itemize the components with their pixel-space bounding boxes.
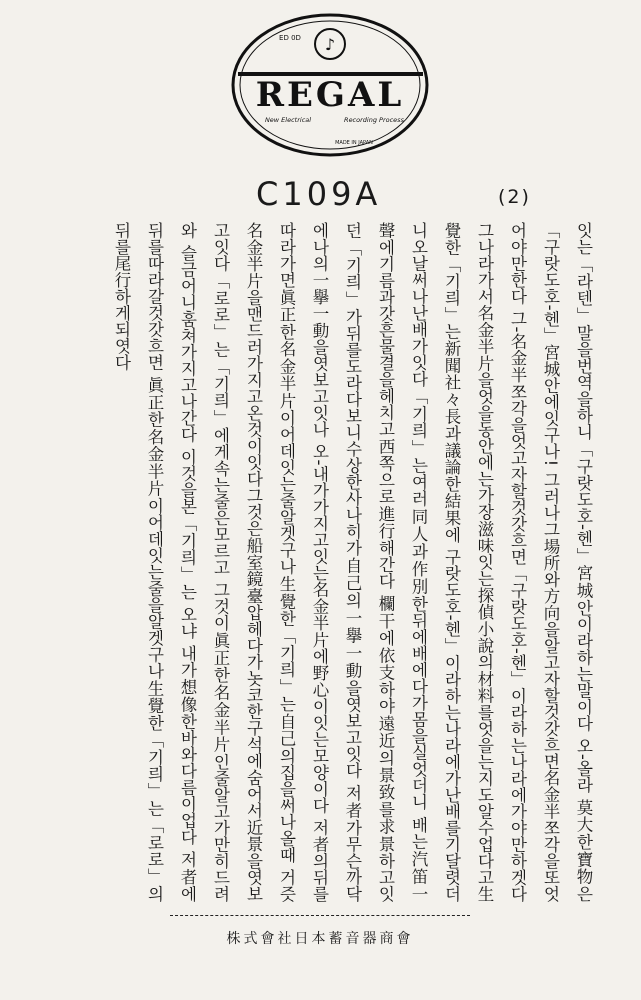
svg-text:ED 0D: ED 0D (279, 34, 301, 42)
company-footer: 株式會社日本蓄音器商會 (226, 931, 414, 947)
regal-record-label-icon (228, 10, 433, 160)
regal-logo (228, 10, 433, 160)
catalog-number: C109A (256, 175, 382, 213)
vertical-body-text (80, 222, 600, 902)
svg-text:New Electrical: New Electrical (264, 116, 312, 124)
page-number: (2) (498, 186, 531, 208)
brand-name: REGAL (255, 75, 405, 115)
footer-divider (170, 915, 470, 916)
body-paragraph: 잇는「라텐」말을번역을하니「구랏도호-헨」宮城안이라하는말이다 오-올라 莫大한寶物은「구랏도호-헨」宮城안에잇구나! 그러나그場所와方向을알고자할것갓흐면名金半쪼각을또엇어야만한다 그-名金半쪼각을엇고자할것갓흐면「구랏도호-헨」이라하는나라에가야만하겟다 그나라가서名金半片을엇을동안에는가장滋味잇는探偵小說의材料를엇을는지도알수업다고生覺한「기릐」는新聞社々長과議論한結果에 구랏도호-헨」이라하는나라에가난배를기달렷더니오날써나난배가잇다「기릐」는여러同人과作別한뒤에배에다가몸을실엇더니 배는汽笛一聲에기름과갓흔물결을헤치고西쪽으로進行해간다 欄干에依支하야遠近의景致를求景하고잇던「기릐」가뒤를도라다보니수상한사나히가自己의一擧一動을엿보고잇다 저者가무슨까닥에나의一擧一動을엿보고잇나 오-내가가지고잇는名金半片에野心이잇는모양이다 저者의뒤를따라가면眞正한名金半片이어데잇는줄알겟구나生覺한「기릐」는自己의집을써나올때 거즛名金半片을맨드러가지고온것이잇다그것은船室鏡臺압헤다가놋코한구석에숨어서近景을엿보고잇다「로로」는「기릐」에게속는줄은모르고 그것이眞正한名金半片인줄알고가만히드려와 슬금어니훔쳐가지고나간다 이것을본「기릐」는 오냐 내가想像한바와다름이업다 저者에뒤를따라갈것갓흐면 眞正한名金半片이어데잇는줄을알겟구나生覺한「기릐」는「로로」의뒤를尾行하게되엿다 (112, 222, 593, 902)
svg-text:Recording Process: Recording Process (344, 116, 404, 124)
svg-text:♪: ♪ (324, 35, 336, 54)
svg-text:MADE IN JAPAN: MADE IN JAPAN (335, 140, 373, 146)
